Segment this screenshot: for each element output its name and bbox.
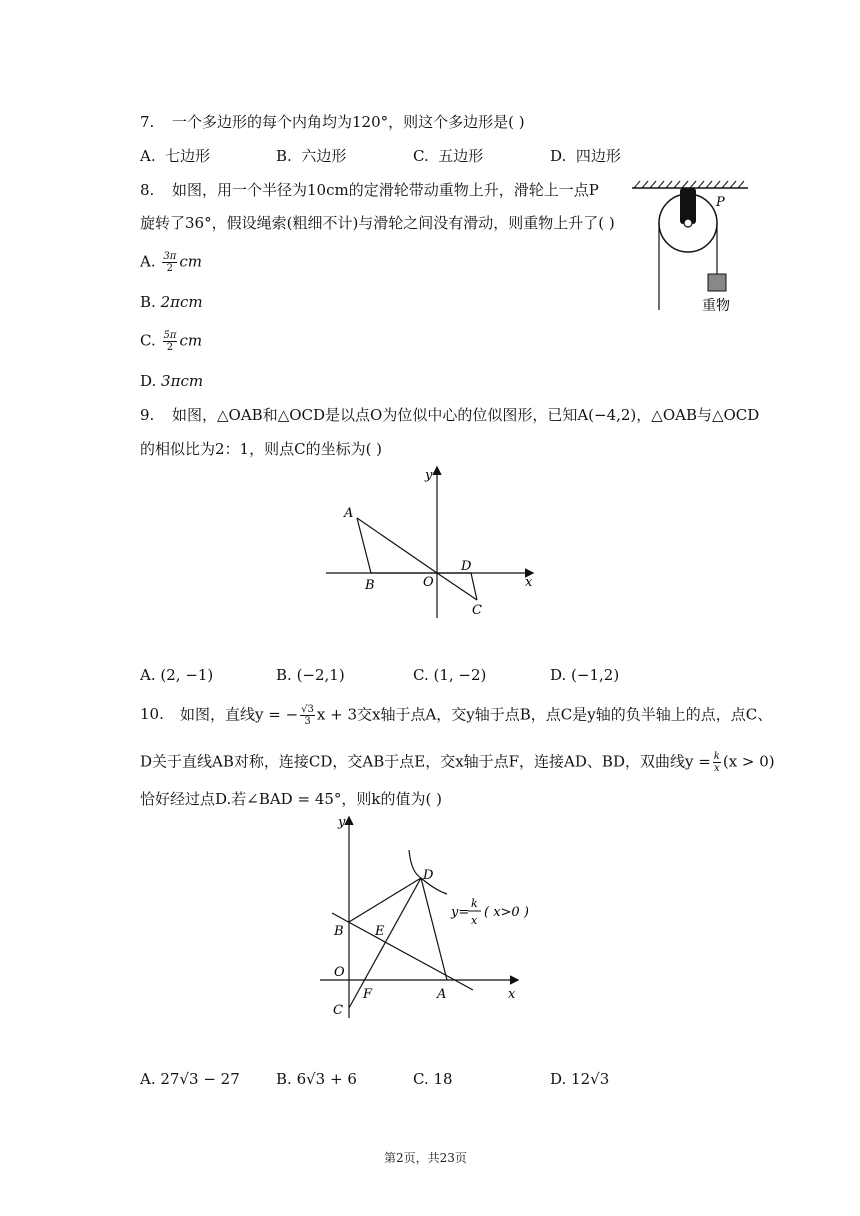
q7-option-b: B. 六边形 [276,147,347,165]
q8-option-c: C. $\frac{5\pi}{2}$ cm [140,330,203,353]
q8-option-a: A. $\frac{3\pi}{2}$ cm [140,251,202,274]
q10-number: 10. [140,705,164,723]
svg-text:x: x [471,914,478,927]
q8-stem-line1: 如图，用一个半径为10cm的定滑轮带动重物上升，滑轮上一点P [172,181,599,199]
q8-number: 8. [140,181,155,199]
q8-pulley-figure [628,178,753,318]
label-d: D [461,559,472,574]
label-x: x [525,575,533,590]
q10-option-b: B. 6√3 + 6 [276,1070,357,1088]
page-footer: 第2页，共23页 [384,1151,467,1165]
q7-option-c: C. 五边形 [413,147,484,165]
label-b: B [365,578,375,593]
point-p-label: P [716,195,725,210]
q7-stem: 一个多边形的每个内角均为120°，则这个多边形是( ) [172,113,525,131]
svg-text:y=: y= [451,905,470,920]
weight-label: 重物 [702,298,730,314]
q9-stem-line1: 如图，△OAB和△OCD是以点O为位似中心的位似图形，已知A(−4,2)，△OAB与△OCD [172,406,760,424]
ceiling-hatch [634,181,744,188]
pulley-axle [684,219,692,227]
q7-number: 7. [140,113,155,131]
q10-stem-line1: 如图，直线y = − $\frac{√3}{3}$ x + 3交x轴于点A，交y轴于点B，点C是y轴的负半轴上的点，点C、 [180,704,773,727]
q10-stem-line2: D关于直线AB对称，连接CD，交AB于点E，交x轴于点F，连接AD、BD，双曲线y = $\frac{k}{x}$ (x > 0) [140,751,775,774]
q7-option-a: A. 七边形 [140,147,211,165]
q10-option-c: C. 18 [413,1070,453,1088]
label-x: x [508,987,516,1002]
q10-stem-line3: 恰好经过点D.若∠BAD = 45°，则k的值为( ) [140,790,442,808]
svg-text:( x>0 ): ( x>0 ) [484,905,529,920]
q9-option-a: A. (2, −1) [140,666,214,684]
label-o: O [334,965,345,980]
segment-bd [349,878,421,922]
q9-option-d: D. (−1,2) [550,666,620,684]
segment-cd [349,878,421,1008]
q9-coordinate-figure [320,462,542,622]
segment-ad [421,878,447,980]
label-b: B [334,924,344,939]
weight-block [708,274,726,291]
q9-number: 9. [140,406,155,424]
label-y: y [338,815,346,830]
q10-coordinate-figure [320,810,560,1025]
q9-stem-line2: 的相似比为2：1，则点C的坐标为( ) [140,440,383,458]
q9-option-c: C. (1, −2) [413,666,487,684]
q8-option-b: B. 2πcm [140,293,203,311]
line-ab [332,913,473,990]
label-o: O [423,575,434,590]
label-f: F [363,987,373,1002]
label-y: y [425,468,433,483]
svg-text:k: k [471,897,478,910]
label-a: A [437,987,447,1002]
label-c: C [333,1003,343,1018]
label-a: A [344,506,354,521]
label-d: D [423,868,434,883]
q9-option-b: B. (−2,1) [276,666,345,684]
curve-equation-label [450,897,529,927]
q8-option-d: D. 3πcm [140,372,204,390]
segment-oc [437,573,477,600]
q10-option-a: A. 27√3 − 27 [140,1070,240,1088]
label-c: C [472,603,482,618]
label-e: E [375,924,385,939]
q7-option-d: D. 四边形 [550,147,621,165]
q10-option-d: D. 12√3 [550,1070,610,1088]
q8-stem-line2: 旋转了36°，假设绳索(粗细不计)与滑轮之间没有滑动，则重物上升了( ) [140,214,615,232]
